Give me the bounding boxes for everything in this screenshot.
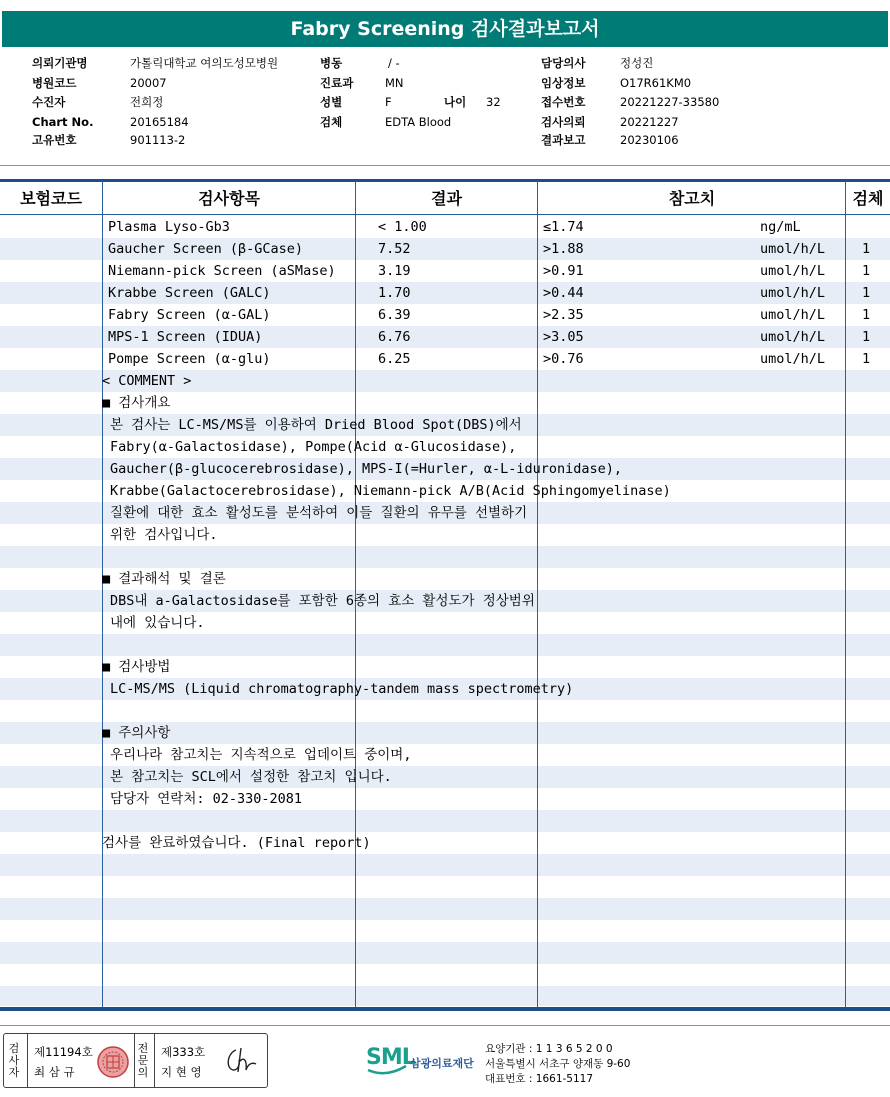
comment-line: Gaucher(β-glucocerebrosidase), MPS-I(=Hurler, α-L-iduronidase), (110, 461, 623, 477)
row-unit: umol/h/L (760, 241, 826, 257)
phone-number: 대표번호 : 1661-5117 (485, 1073, 594, 1085)
logo-swoosh-icon (366, 1064, 408, 1076)
row-result: 6.25 (378, 351, 411, 367)
section-title-cautions: ■ 주의사항 (102, 725, 171, 741)
row-result: 6.39 (378, 307, 411, 323)
comment-line: 담당자 연락처: 02-330-2081 (110, 791, 303, 807)
foundation-name: 삼광의료재단 (410, 1057, 474, 1070)
seal-icon (96, 1045, 130, 1079)
label-department: 진료과 (320, 76, 354, 90)
row-stripe (0, 942, 890, 964)
column-divider (537, 181, 538, 1007)
row-stripe (0, 898, 890, 920)
value-unique-no: 901113-2 (130, 133, 186, 147)
header-test-item: 검사항목 (198, 189, 260, 208)
row-item: Plasma Lyso-Gb3 (108, 219, 230, 235)
value-age: 32 (486, 95, 501, 109)
header-result: 결과 (431, 189, 462, 208)
label-hospital-code: 병원코드 (32, 76, 77, 90)
value-sex: F (385, 95, 392, 109)
label-clinical-info: 임상정보 (541, 76, 586, 90)
row-item: Fabry Screen (α-GAL) (108, 307, 271, 323)
value-ward: / - (388, 56, 400, 70)
label-request-date: 검사의뢰 (541, 115, 586, 129)
row-item: Gaucher Screen (β-GCase) (108, 241, 304, 257)
box-divider (134, 1034, 135, 1087)
row-spec: 1 (862, 263, 871, 279)
column-divider (102, 181, 103, 1007)
value-department: MN (385, 76, 404, 90)
comment-line: Fabry(α-Galactosidase), Pompe(Acid α-Glucosidase), (110, 439, 517, 455)
signature-icon (222, 1044, 262, 1078)
row-item: MPS-1 Screen (IDUA) (108, 329, 263, 345)
table-bottom-border (0, 1007, 890, 1011)
examiner-label: 검사자 (8, 1042, 20, 1079)
final-report-text: 검사를 완료하였습니다. (Final report) (102, 835, 371, 851)
table-header-divider (0, 214, 890, 215)
label-age: 나이 (444, 95, 467, 109)
row-item: Pompe Screen (α-glu) (108, 351, 271, 367)
row-unit: umol/h/L (760, 351, 826, 367)
row-result: 1.70 (378, 285, 411, 301)
sml-logo: SML (366, 1045, 415, 1070)
row-unit: ng/mL (760, 219, 801, 235)
row-ref: >0.76 (543, 351, 584, 367)
care-institution-no: 요양기관 : 1 1 3 6 5 2 0 0 (485, 1043, 613, 1055)
comment-line: DBS내 a-Galactosidase를 포함한 6종의 효소 활성도가 정상범위 (110, 593, 535, 609)
comment-header: < COMMENT > (102, 373, 192, 389)
value-institution: 가톨릭대학교 여의도성모병원 (130, 56, 279, 70)
specialist-number: 제333호 (161, 1045, 206, 1059)
row-unit: umol/h/L (760, 263, 826, 279)
label-ward: 병동 (320, 56, 343, 70)
row-ref: >0.91 (543, 263, 584, 279)
comment-line: 본 검사는 LC-MS/MS를 이용하여 Dried Blood Spot(DBS)에서 (110, 417, 522, 433)
comment-line: 내에 있습니다. (110, 615, 205, 631)
comment-line: Krabbe(Galactocerebrosidase), Niemann-pick A/B(Acid Sphingomyelinase) (110, 483, 671, 499)
row-stripe (0, 634, 890, 656)
report-title: Fabry Screening 검사결과보고서 (2, 11, 888, 47)
row-unit: umol/h/L (760, 285, 826, 301)
row-ref: >3.05 (543, 329, 584, 345)
row-spec: 1 (862, 307, 871, 323)
row-unit: umol/h/L (760, 329, 826, 345)
section-title-interpretation: ■ 결과해석 및 결론 (102, 571, 226, 587)
label-chart-no: Chart No. (32, 115, 94, 129)
row-spec: 1 (862, 241, 871, 257)
box-divider (154, 1034, 155, 1087)
row-stripe (0, 986, 890, 1006)
value-hospital-code: 20007 (130, 76, 167, 90)
row-spec: 1 (862, 329, 871, 345)
header-insurance-code: 보험코드 (20, 189, 82, 208)
divider (0, 165, 890, 166)
row-stripe (0, 854, 890, 876)
value-request-date: 20221227 (620, 115, 679, 129)
row-result: < 1.00 (378, 219, 427, 235)
value-chart-no: 20165184 (130, 115, 189, 129)
row-spec: 1 (862, 285, 871, 301)
label-unique-no: 고유번호 (32, 133, 77, 147)
label-sex: 성별 (320, 95, 343, 109)
table-top-border (0, 179, 890, 182)
label-institution: 의뢰기관명 (32, 56, 88, 70)
box-divider (27, 1034, 28, 1087)
value-clinical-info: O17R61KM0 (620, 76, 692, 90)
label-report-date: 결과보고 (541, 133, 586, 147)
row-stripe (0, 546, 890, 568)
row-ref: >0.44 (543, 285, 584, 301)
section-title-method: ■ 검사방법 (102, 659, 171, 675)
value-doctor: 정성진 (620, 56, 654, 70)
value-specimen: EDTA Blood (385, 115, 452, 129)
comment-line: 우리나라 참고치는 지속적으로 업데이트 중이며, (110, 747, 412, 763)
row-stripe (0, 810, 890, 832)
row-ref: >2.35 (543, 307, 584, 323)
row-result: 7.52 (378, 241, 411, 257)
comment-line: LC-MS/MS (Liquid chromatography-tandem mass spectrometry) (110, 681, 574, 697)
address: 서울특별시 서초구 양재동 9-60 (485, 1058, 631, 1070)
header-reference: 참고치 (668, 189, 716, 208)
value-receipt-no: 20221227-33580 (620, 95, 720, 109)
row-ref: ≤1.74 (543, 219, 584, 235)
label-patient: 수진자 (32, 95, 66, 109)
column-divider (845, 181, 846, 1007)
comment-line: 질환에 대한 효소 활성도를 분석하여 이들 질환의 유무를 선별하기 (110, 505, 528, 521)
label-receipt-no: 접수번호 (541, 95, 586, 109)
row-spec: 1 (862, 351, 871, 367)
examiner-number: 제11194호 (34, 1045, 93, 1059)
row-ref: >1.88 (543, 241, 584, 257)
row-item: Krabbe Screen (GALC) (108, 285, 271, 301)
row-result: 6.76 (378, 329, 411, 345)
header-specimen: 검체 (852, 189, 884, 208)
label-specimen: 검체 (320, 115, 343, 129)
row-unit: umol/h/L (760, 307, 826, 323)
specialist-label: 전문의 (137, 1042, 149, 1079)
comment-line: 본 참고치는 SCL에서 설정한 참고치 입니다. (110, 769, 392, 785)
value-patient: 전희정 (130, 95, 164, 109)
row-item: Niemann-pick Screen (aSMase) (108, 263, 336, 279)
signature-box (3, 1033, 268, 1088)
label-doctor: 담당의사 (541, 56, 586, 70)
row-result: 3.19 (378, 263, 411, 279)
comment-line: 위한 검사입니다. (110, 527, 218, 543)
value-report-date: 20230106 (620, 133, 679, 147)
specialist-name: 지 현 영 (161, 1065, 202, 1079)
footer-divider (0, 1025, 890, 1026)
section-title-overview: ■ 검사개요 (102, 395, 171, 411)
examiner-name: 최 삼 규 (34, 1065, 75, 1079)
